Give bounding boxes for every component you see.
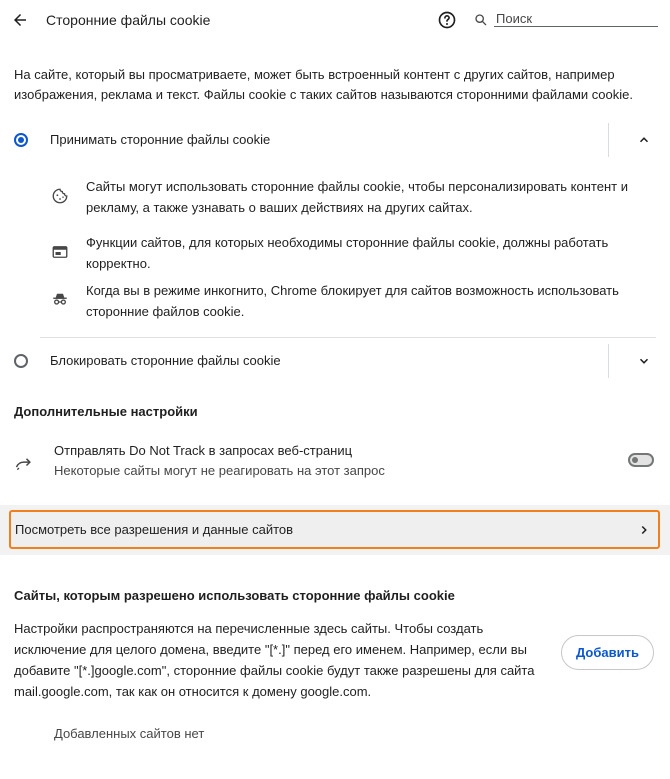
divider	[608, 344, 609, 378]
help-button[interactable]	[436, 9, 458, 31]
site-permissions-link[interactable]	[9, 510, 660, 549]
block-radio[interactable]	[14, 354, 28, 368]
chevron-right-icon	[637, 523, 651, 537]
bullet-text-features: Функции сайтов, для которых необходимы сторонние файлы cookie, должны работать корректно.	[86, 235, 609, 271]
incognito-icon	[51, 290, 69, 308]
divider	[40, 337, 656, 338]
back-button[interactable]	[9, 9, 31, 31]
block-option-label[interactable]: Блокировать сторонние файлы cookie	[50, 353, 281, 368]
forward-arrow-icon	[14, 453, 34, 473]
dnt-label: Отправлять Do Not Track в запросах веб-страниц	[54, 443, 353, 458]
allow-radio[interactable]	[14, 133, 28, 147]
search-input[interactable]	[494, 10, 658, 27]
arrow-back-icon	[11, 11, 29, 29]
site-permissions-label: Посмотреть все разрешения и данные сайтов	[15, 522, 294, 537]
allowed-sites-title: Сайты, которым разрешено использовать сторонние файлы cookie	[14, 588, 455, 603]
advanced-section-title: Дополнительные настройки	[14, 404, 198, 419]
add-site-button[interactable]: Добавить	[561, 635, 654, 670]
bullet-text-personalization: Сайты могут использовать сторонние файлы cookie, чтобы персонализировать контент и рекламу, а также узнавать о ваших действиях на других сайтах.	[86, 179, 628, 215]
cookie-icon	[51, 187, 69, 205]
allow-option-label[interactable]: Принимать сторонние файлы cookie	[50, 132, 271, 147]
search-icon	[473, 12, 489, 28]
dnt-sublabel: Некоторые сайты могут не реагировать на этот запрос	[54, 463, 385, 478]
collapse-button[interactable]	[636, 132, 652, 148]
help-icon	[437, 10, 457, 30]
web-page-icon	[51, 243, 69, 261]
page-title: Сторонние файлы cookie	[46, 12, 211, 28]
intro-text: На сайте, который вы просматриваете, может быть встроенный контент с других сайтов, например изображения, реклама и текст. Файлы cookie с таких сайтов называются сторонними файлами cookie.	[14, 67, 633, 102]
empty-list-text: Добавленных сайтов нет	[54, 726, 205, 741]
divider	[608, 123, 609, 157]
allowed-sites-description: Настройки распространяются на перечисленные здесь сайты. Чтобы создать исключение для целого домена, введите "[*.]" перед его именем. Например, если вы добавите "[*.]google.com", сторонние файлы cookie будут также разрешены для сайта mail.google.com, так как он относится к домену google.com.	[14, 621, 535, 699]
chevron-down-icon	[637, 354, 651, 368]
bullet-text-incognito: Когда вы в режиме инкогнито, Chrome блокирует для сайтов возможность использовать сторонние файлов cookie.	[86, 283, 619, 319]
dnt-toggle[interactable]	[628, 453, 654, 467]
chevron-up-icon	[637, 133, 651, 147]
expand-button[interactable]	[636, 353, 652, 369]
